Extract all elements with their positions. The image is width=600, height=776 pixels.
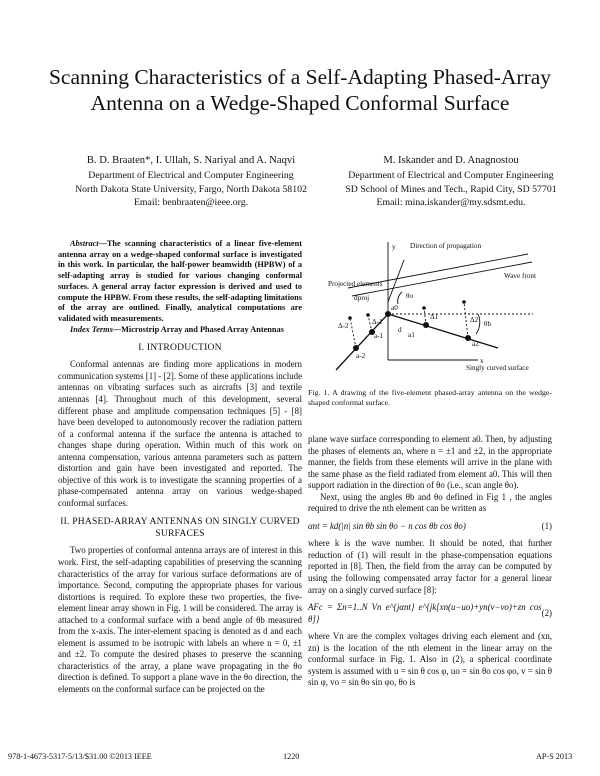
right-paragraph-1: plane wave surface corresponding to element a0. Then, by adjusting the phases of elements an, where n = ±1 and ±2, in the appropriate manner, the fields from these elements will arrive in the plane with the same phase as the field radiated from element a0. This will then support radiation in the direction of θo (i.e., scan angle θo).	[308, 434, 552, 491]
d-label: d	[398, 326, 402, 334]
author-dept-left: Department of Electrical and Computer Engineering	[88, 170, 294, 182]
author-email-left: Email: benbraaten@ieee.org.	[133, 197, 249, 209]
right-paragraph-2: Next, using the angles θb and θo defined in Fig 1 , the angles required to drive the nth element can be written as	[308, 491, 552, 514]
figure-1-caption: Fig. 1. A drawing of the five-element phased-array antenna on the wedge-shaped conformal surface.	[308, 388, 552, 407]
section-1-text: Conformal antennas are finding more applications in modern communication systems [1] - [2]. Some of these applications include antennas on vibrating surfaces such as aircrafts [3] and textile antennas [4]. Throughout much of this development, several different phase and amplitude compensation techniques [5] - [8] have been developed to autonomously recover the radiation pattern of a conformal antenna if the surface the antenna is attached to changes shape during operation. Within much of this work on antenna compensation, various antenna parameters such as pattern distortion and gain have been investigated and reported. The objective of this work is to investigate the scanning properties of a phase-compensated antenna array on various wedge-shaped conformal surfaces.	[58, 359, 303, 508]
array-elements	[348, 300, 471, 351]
left-column	[58, 239, 302, 696]
authors-right	[318, 154, 584, 210]
index-terms-text: —Microstrip Array and Phased Array Antennas	[112, 324, 284, 334]
equation-2	[308, 602, 552, 625]
delta-1-label: Δ1	[430, 313, 439, 321]
index-terms-label: Index Terms	[70, 324, 113, 334]
projection-line-m2	[350, 318, 356, 348]
equation-2-number: (2)	[541, 607, 552, 618]
y-axis-label: y	[392, 243, 396, 251]
projected-element-1	[422, 306, 426, 310]
paper-title: Scanning Characteristics of a Self-Adapting Phased-Array Antenna on a Wedge-Shaped Conformal Surface	[48, 65, 552, 115]
figure-1-diagram	[328, 240, 542, 382]
singly-curved-label: Singly curved surface	[466, 364, 529, 372]
section-1-heading: I. INTRODUCTION	[138, 342, 222, 354]
footer-isbn: 978-1-4673-5317-5/13/$31.00 ©2013 IEEE	[8, 752, 152, 761]
a-1-label: a-1	[374, 332, 384, 340]
direction-label: Direction of propagation	[410, 242, 482, 250]
author-names-right: M. Iskander and D. Anagnostou	[383, 155, 519, 166]
abstract-label: Abstract	[70, 239, 99, 248]
authors-left	[60, 154, 322, 210]
section-2-heading: II. PHASED-ARRAY ANTENNAS ON SINGLY CURVED SURFACES	[60, 516, 300, 540]
a1-label: a1	[408, 331, 415, 339]
dproj-label: dproj	[354, 294, 370, 302]
x-axis-label: x	[480, 357, 484, 365]
propagation-direction-arrow	[388, 260, 404, 302]
author-inst-right: SD School of Mines and Tech., Rapid City, SD 57701	[345, 183, 557, 195]
projected-element-2	[462, 300, 466, 304]
theta-o-label: θo	[406, 292, 414, 300]
delta-m1-label: Δ-1	[372, 318, 383, 326]
index-terms	[58, 325, 302, 336]
right-column	[308, 434, 552, 689]
author-names-left: B. D. Braaten*, I. Ullah, S. Nariyal and A. Naqvi	[86, 155, 296, 166]
right-paragraph-4: where Vn are the complex voltages driving each element and (xn, zn) is the location of the nth element in the linear array on the conformal surface in Fig. 1. Also in (2), a spherical coordinate system is assumed with u = sin θ cos φ, uo = sin θo cos φo, v = sin θ sin φ, vo = sin θo sin φo, θo is	[308, 631, 552, 688]
element-a1	[423, 322, 429, 328]
projection-line-2	[464, 302, 468, 338]
projected-element-m1	[366, 313, 370, 317]
element-a-2	[353, 345, 359, 351]
a0-label: a0	[391, 304, 398, 312]
delta-2-label: Δ2	[470, 316, 479, 324]
section-2-text: Two properties of conformal antenna arrays are of interest in this work. First, the self-adapting capabilities of preserving the scanning characteristics of the array for various surface deformations are of importance. Second, computing the appropriate phases for various distortions is required. To explore these two properties, the five-element linear array shown in Fig. 1 will be considered. The array is attached to a conformal surface with a bend angle of θb measured from the x-axis. The inter-element spacing is denoted as d and each element is assumed to be isotropic with labels an where n = 0, ±1 and ±2. To compute the desired phases to preserve the scanning characteristics of the array, a plane wave propagating in the θo direction is defined. To support a plane wave in the θo direction, the elements on the conformal surface can be projected on the	[58, 545, 302, 694]
wave-front-label: Wave front	[504, 272, 536, 280]
projected-elements-label: Projected elements	[328, 280, 383, 288]
equation-1-body: αnt = kd(|n| sin θb sin θo − n cos θb cos θo)	[308, 520, 466, 531]
theta-o-arc	[398, 292, 402, 304]
delta-m2-label: Δ-2	[338, 322, 349, 330]
a2-label: a2	[472, 340, 479, 348]
footer-conference: AP-S 2013	[536, 752, 573, 761]
equation-2-body: AFc = Σn=1..N Vn e^{jαnt} e^{jk[xn(u−uo)+yn(v−vo)+zn cos θ]}	[308, 602, 542, 624]
footer-page-number: 1220	[283, 752, 300, 761]
element-a2	[465, 335, 471, 341]
author-dept-right: Department of Electrical and Computer Engineering	[348, 170, 554, 182]
author-inst-left: North Dakota State University, Fargo, North Dakota 58102	[75, 183, 307, 195]
equation-1	[308, 521, 552, 533]
a-2-label: a-2	[356, 352, 366, 360]
author-email-right: Email: mina.iskander@my.sdsmt.edu.	[376, 197, 526, 209]
abstract-text: —The scanning characteristics of a linear five-element antenna array on a wedge-shaped conformal surface is investigated in this work. In particular, the half-power beamwidth (HPBW) of a self-adapting array is studied for various changing conformal surfaces. A general array factor expression is derived and used to compute the HPBW. From these results, the self-adapting limitations of the array are outlined. Finally, analytical computations are validated with measurements.	[58, 239, 302, 323]
equation-1-number: (1)	[541, 520, 552, 531]
projected-element-m2	[348, 316, 352, 320]
theta-b-label: θb	[484, 320, 492, 328]
abstract	[58, 239, 302, 325]
right-paragraph-3: where k is the wave number. It should be noted, that further reduction of (1) will result in the phase-compensation equations reported in [8]. Then, the field from the array can be computed by using the following compensated array factor for a general linear array on a singly curved surface [8]:	[308, 538, 552, 595]
